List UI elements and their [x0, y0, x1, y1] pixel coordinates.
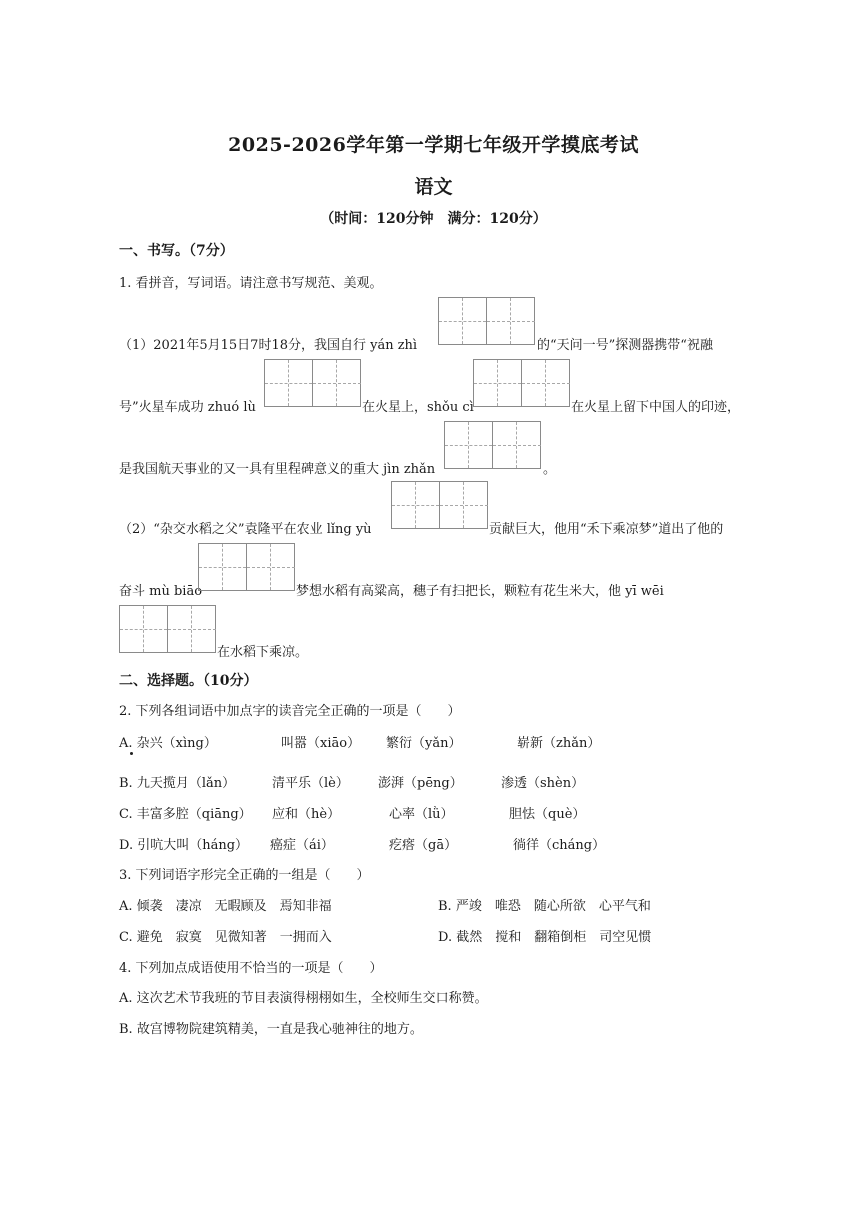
q2-option-b[interactable]: B. 九天揽月（lǎn）: [119, 776, 236, 791]
exam-title: 2025-2026学年第一学期七年级开学摸底考试: [228, 134, 639, 156]
q1-part4-text-b: 贡献巨大，他用“禾下乘凉梦”道出了他的: [489, 522, 724, 537]
q1-part2-text-c: 在火星上留下中国人的印迹，: [571, 400, 741, 415]
section-heading-writing: 一、书写。（7分）: [119, 243, 234, 259]
q4-option-b[interactable]: B. 故宫博物院建筑精美，一直是我心驰神往的地方。: [119, 1022, 423, 1037]
q2-c-word-2: 应和（hè）: [272, 807, 341, 822]
q2-b-word-3: 澎湃（pēng）: [378, 776, 463, 791]
writing-grid-yanzhi[interactable]: [438, 297, 535, 345]
q2-a-word-4: 崭新（zhǎn）: [517, 736, 601, 751]
writing-grid-zhuolu[interactable]: [264, 359, 361, 407]
q1-part2-text-a: 号”火星车成功 zhuó lù: [119, 400, 256, 415]
q3-option-a[interactable]: A. 倾袭 凄凉 无暇顾及 焉知非福: [119, 899, 332, 914]
q3-option-b[interactable]: B. 严竣 唯恐 随心所欲 心平气和: [438, 899, 651, 914]
q2-a-word-3: 繁衍（yǎn）: [386, 736, 462, 751]
q2-c-word-3: 心率（lǜ）: [389, 807, 454, 822]
question-1-stem: 1. 看拼音，写词语。请注意书写规范、美观。: [119, 276, 383, 291]
q1-part3-text-b: 。: [543, 462, 557, 477]
q2-a-word-2: 叫嚣（xiāo）: [281, 736, 361, 751]
subject-title: 语文: [414, 176, 453, 198]
writing-grid-lingyu[interactable]: [391, 481, 488, 529]
q2-c-word-4: 胆怯（què）: [509, 807, 586, 822]
q1-part4-text-a: （2）“杂交水稻之父”袁隆平在农业 lǐng yù: [119, 522, 372, 537]
q3-option-d[interactable]: D. 截然 搅和 翻箱倒柜 司空见惯: [438, 930, 652, 945]
q3-option-c[interactable]: C. 避免 寂寞 见微知著 一拥而入: [119, 930, 332, 945]
time-and-score-info: （时间：120分钟 满分：120分）: [320, 211, 547, 227]
writing-grid-shouci[interactable]: [473, 359, 570, 407]
q2-option-d[interactable]: D. 引吭大叫（háng）: [119, 838, 249, 853]
question-2-stem: 2. 下列各组词语中加点字的读音完全正确的一项是（ ）: [119, 704, 461, 719]
q2-d-word-4: 徜徉（cháng）: [513, 838, 606, 853]
writing-grid-jinzhan[interactable]: [444, 421, 541, 469]
q1-part5-text-b: 梦想水稻有高粱高，穗子有扫把长，颗粒有花生米大，他 yī wēi: [296, 584, 664, 599]
q2-d-word-3: 疙瘩（gā）: [389, 838, 458, 853]
section-heading-choice: 二、选择题。（10分）: [119, 673, 258, 689]
emphasis-dot: [130, 752, 133, 755]
writing-grid-mubiao[interactable]: [198, 543, 295, 591]
q2-option-c[interactable]: C. 丰富多腔（qiāng）: [119, 807, 252, 822]
question-4-stem: 4. 下列加点成语使用不恰当的一项是（ ）: [119, 961, 383, 976]
q4-option-a[interactable]: A. 这次艺术节我班的节目表演得栩栩如生，全校师生交口称赞。: [119, 991, 488, 1006]
q1-part3-text-a: 是我国航天事业的又一具有里程碑意义的重大 jìn zhǎn: [119, 462, 436, 477]
q1-part1-text-b: 的“天问一号”探测器携带“祝融: [537, 338, 713, 353]
q2-b-word-4: 渗透（shèn）: [501, 776, 585, 791]
q2-d-word-2: 癌症（ái）: [270, 838, 334, 853]
writing-grid-yiwei[interactable]: [119, 605, 216, 653]
q1-part1-text-a: （1）2021年5月15日7时18分，我国自行 yán zhì: [119, 338, 418, 353]
question-3-stem: 3. 下列词语字形完全正确的一组是（ ）: [119, 868, 370, 883]
q2-b-word-2: 清平乐（lè）: [272, 776, 349, 791]
q1-part2-text-b: 在火星上，shǒu cì: [362, 400, 474, 415]
q2-option-a[interactable]: A. 杂兴（xìng）: [119, 736, 217, 751]
q1-part6-text: 在水稻下乘凉。: [217, 645, 309, 660]
q1-part5-text-a: 奋斗 mù biāo: [119, 584, 203, 599]
